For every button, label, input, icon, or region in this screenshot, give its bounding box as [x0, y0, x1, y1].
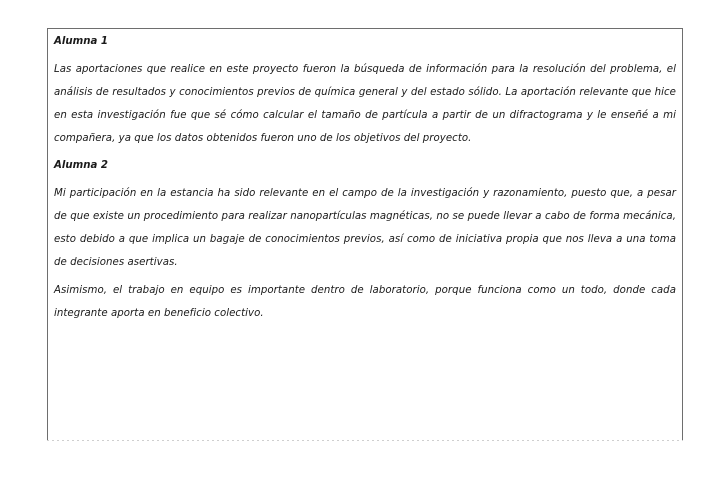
student-1-heading: Alumna 1 — [54, 36, 109, 47]
student-1-paragraph: Las aportaciones que realice en este proyecto fueron la búsqueda de información para la resolución del problema, el análisis de resultados y conocimientos previos de química general y del estado sólido. La aportación relevante que hice en esta investigación fue que sé cómo calcular el tamaño de partícula a partir de un difractograma y le enseñé a mi compañera, ya que los datos obtenidos fueron uno de los objetivos del proyecto. — [54, 64, 676, 144]
document-text-box — [47, 28, 683, 440]
student-2-heading: Alumna 2 — [54, 160, 109, 171]
student-2-paragraph-2: Asimismo, el trabajo en equipo es importante dentro de laboratorio, porque funciona como un todo, donde cada integrante aporta en beneficio colectivo. — [54, 285, 676, 319]
student-2-paragraph-1: Mi participación en la estancia ha sido relevante en el campo de la investigación y razonamiento, puesto que, a pesar de que existe un procedimiento para realizar nanopartículas magnéticas, no se puede llevar a cabo de forma mecánica, esto debido a que implica un bagaje de conocimientos previos, así como de iniciativa propia que nos lleva a una toma de decisiones asertivas. — [54, 188, 676, 268]
